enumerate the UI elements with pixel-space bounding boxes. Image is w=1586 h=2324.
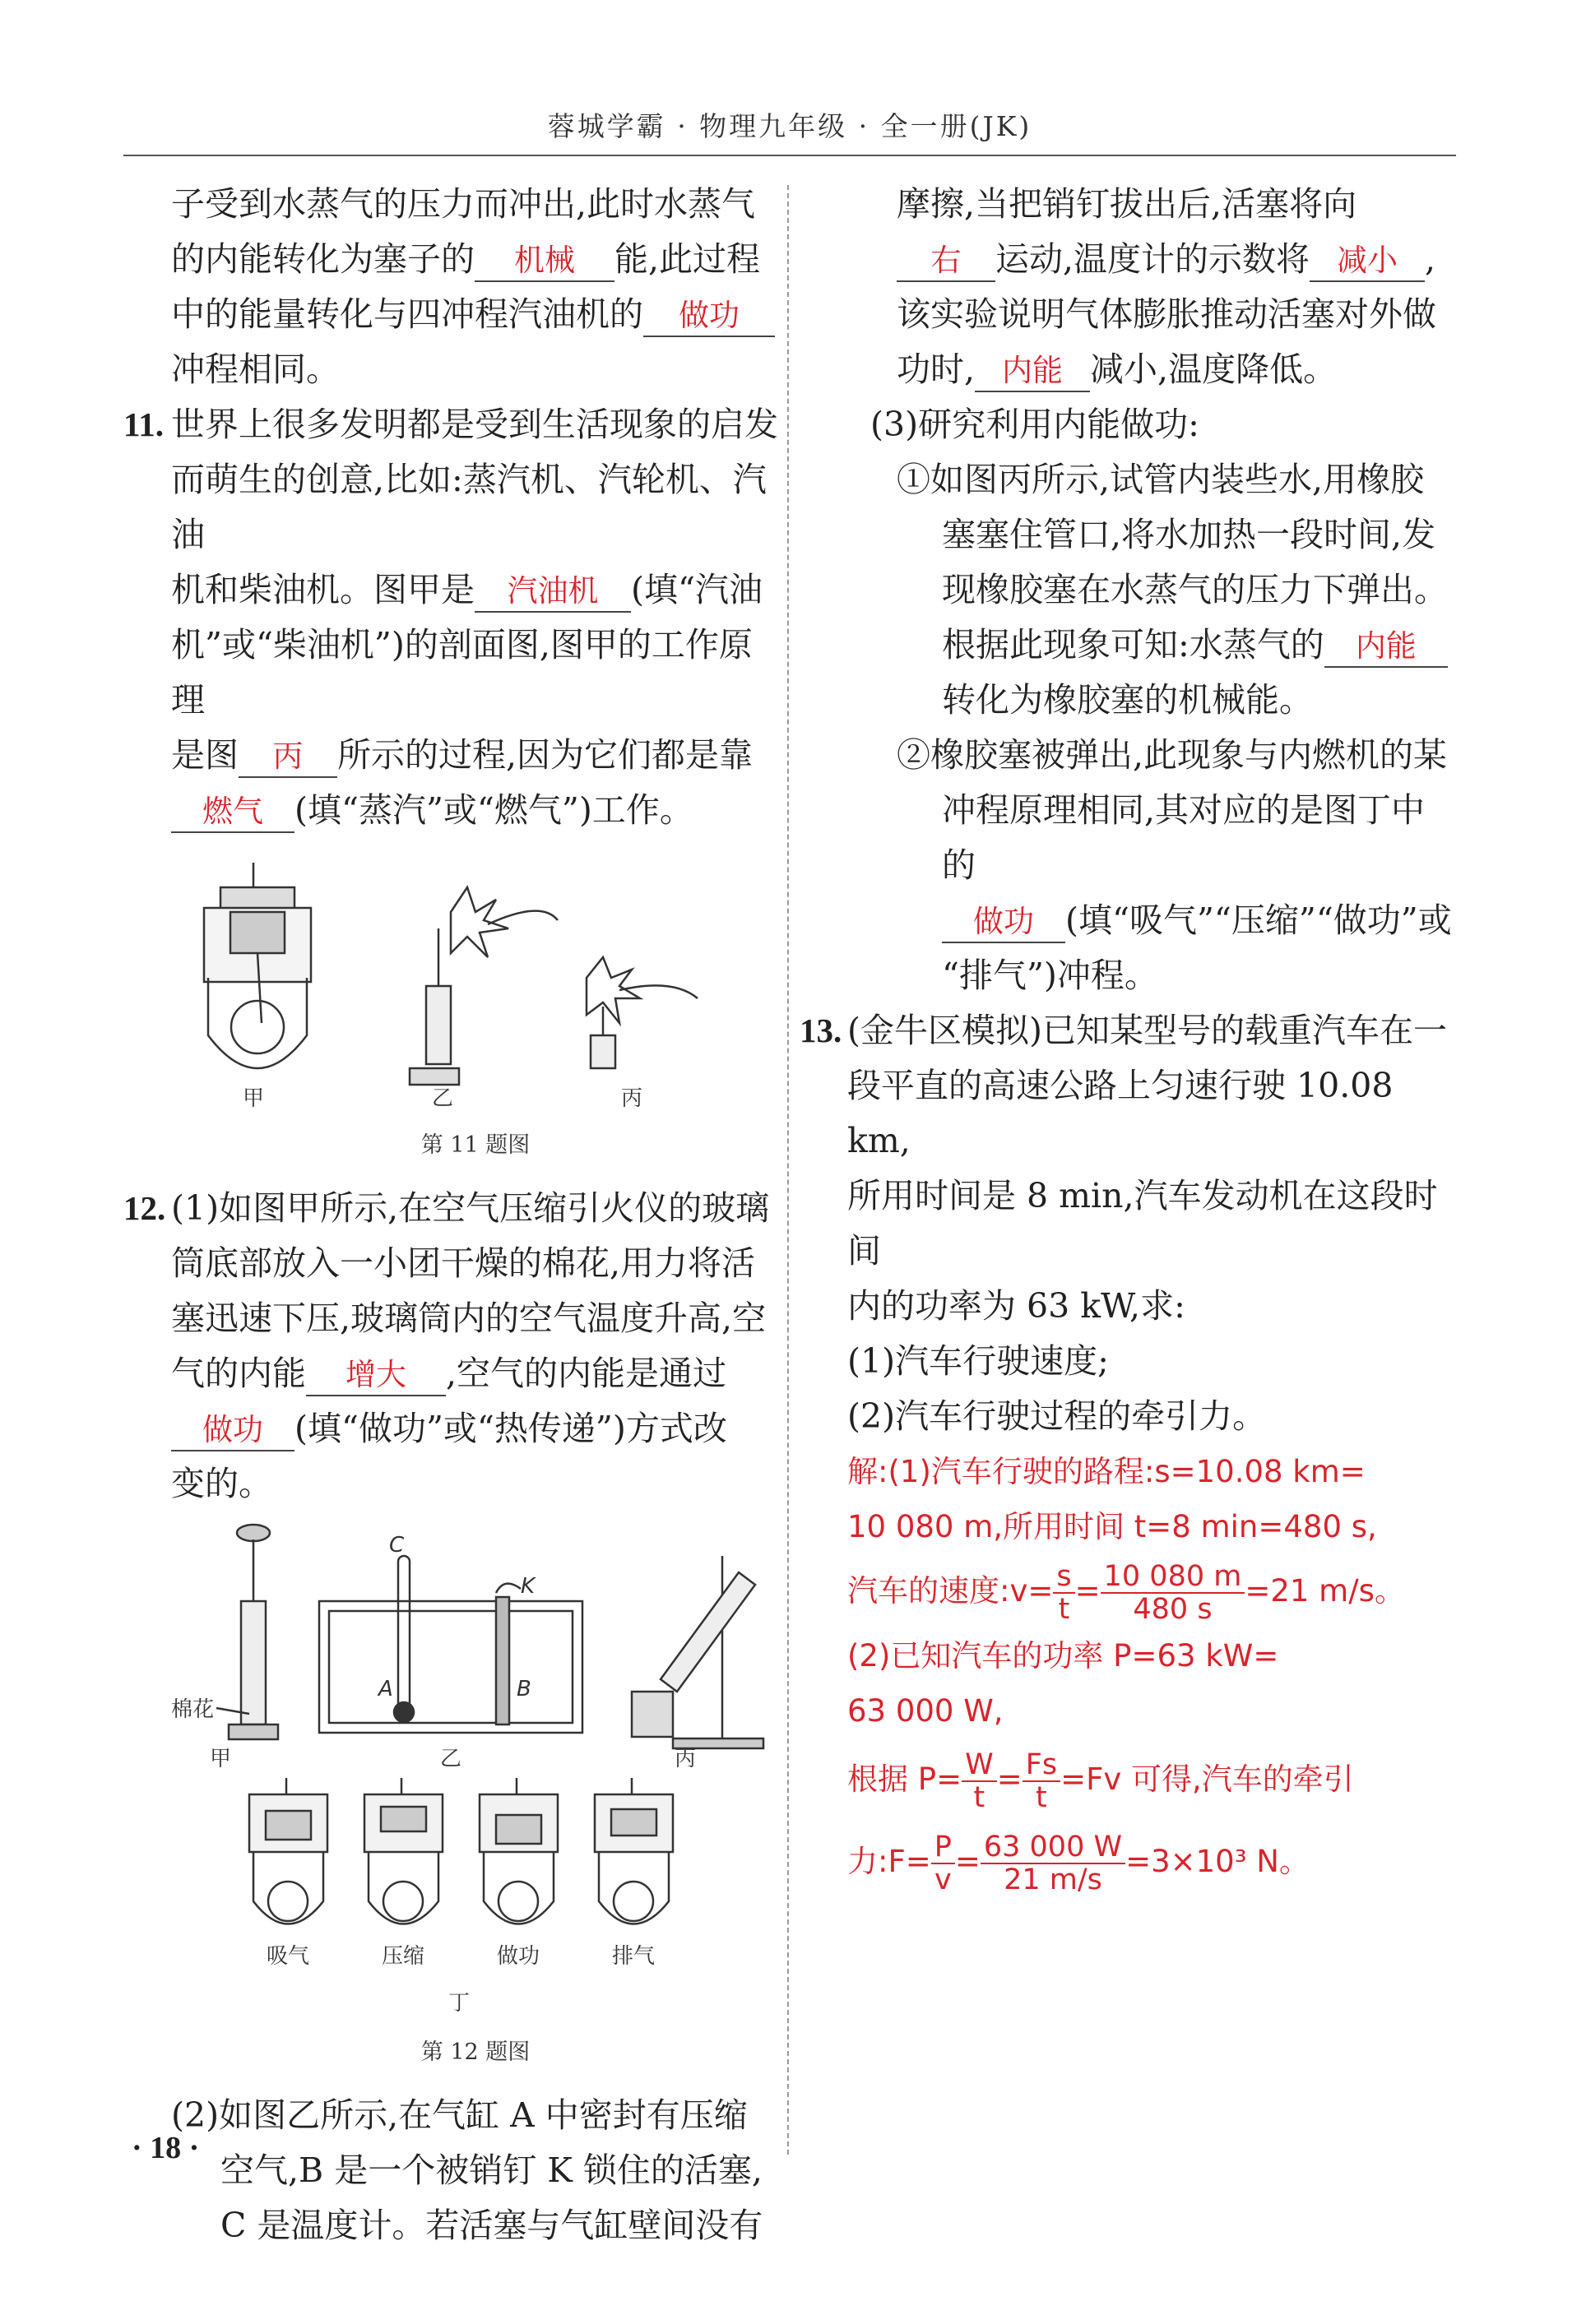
q11-text: 11. 世界上很多发明都是受到生活现象的启发	[171, 397, 780, 452]
letter-b: B	[517, 1677, 531, 1701]
answer-blank[interactable]: 减小	[1310, 241, 1425, 282]
fig-label-bing: 丙	[674, 1747, 697, 1770]
answer-blank[interactable]: 增大	[306, 1355, 446, 1396]
answer-blank[interactable]: 机械	[475, 241, 614, 282]
column-divider	[787, 185, 789, 2155]
fig-label-ding: 丁	[448, 1991, 471, 2016]
intake-stroke-icon	[249, 1778, 327, 1924]
answer-blank[interactable]: 丙	[239, 737, 337, 778]
answer-blank[interactable]: 做功	[171, 1410, 294, 1451]
q10-text: 子受到水蒸气的压力而冲出,此时水蒸气	[171, 184, 756, 224]
letter-c: C	[389, 1533, 405, 1558]
left-column: 子受到水蒸气的压力而冲出,此时水蒸气 的内能转化为塞子的 机械 能,此过程 中的能量转化与四冲程汽油机的 做功 冲程相同。 11. 世界上很多发明都是受到生活现象的启发 而萌生的创意,比如:蒸汽机、汽轮机、汽油 机和柴油机。图甲是 汽油机 (填“汽油 机”或“柴油机”)的剖面图,图甲的工作原理 是图 丙 所示的过程,因为它们都是靠 燃气 (填“蒸汽”或“燃气”)工作。 甲 乙 丙 第 11 题图 12. (1)如图甲所示,在空气压缩引火仪的玻璃 筒底部放入一小团干燥的棉花,用力将活 塞迅速下压,玻璃筒内的空气温度升高,空 气的内能 增大 ,空气的内能是通过 做功 (填“做功”或“热传递”)方式改 变的。 棉花 C K A B 甲 乙 丙 吸气 压缩 做功 排气 丁 第 12 题图 (2)如图乙所示,在气缸 A 中密封有压缩 空气,B 是一个被销钉 K 锁住的活塞, C 是温度计。若活塞与气缸壁间没有	[171, 177, 780, 2253]
pinwheel-steam-icon	[410, 887, 558, 1085]
letter-a: A	[378, 1677, 393, 1701]
figure-12-caption: 第 12 题图	[420, 2039, 531, 2065]
cotton-label: 棉花	[171, 1697, 215, 1722]
q13-text: 13. (金牛区模拟)已知某型号的载重汽车在一	[847, 1003, 1456, 1058]
answer-blank[interactable]: 右	[897, 241, 995, 282]
test-tube-burner-icon	[632, 1556, 763, 1748]
fig-label-yi: 乙	[439, 1747, 462, 1770]
page-number: · 18 ·	[132, 2131, 200, 2165]
figure-12-top	[171, 1523, 780, 1770]
fig-label-jia: 甲	[209, 1747, 232, 1770]
fig-label-jia: 甲	[242, 1086, 265, 1109]
exhaust-stroke-icon	[595, 1778, 673, 1924]
engine-cross-section-icon	[204, 863, 311, 1068]
fig-label-bing: 丙	[620, 1086, 643, 1109]
question-number: 13.	[800, 1012, 842, 1049]
fig-label-yi: 乙	[431, 1086, 454, 1109]
question-number: 12.	[123, 1189, 166, 1227]
letter-k: K	[521, 1574, 536, 1599]
answer-blank[interactable]: 做功	[942, 902, 1065, 943]
question-number: 11.	[123, 405, 164, 443]
answer-blank[interactable]: 做功	[643, 296, 775, 337]
right-column: 摩擦,当把销钉拔出后,活塞将向 右 运动,温度计的示数将 减小 , 该实验说明气体膨胀推动活塞对外做 功时, 内能 减小,温度降低。 (3)研究利用内能做功: ①如图丙所示,试管内装些水,用橡胶 塞塞住管口,将水加热一段时间,发 现橡胶塞在水蒸气的压力下弹出。 根据此现象可知:水蒸气的 内能 转化为橡胶塞的机械能。 ②橡胶塞被弹出,此现象与内燃机的某 冲程原理相同,其对应的是图丁中的 做功 (填“吸气”“压缩”“做功”或 “排气”)冲程。 13. (金牛区模拟)已知某型号的载重汽车在一 段平直的高速公路上匀速行驶 10.08 km, 所用时间是 8 min,汽车发动机在这段时间 内的功率为 63 kW,求: (1)汽车行驶速度; (2)汽车行驶过程的牵引力。 解:(1)汽车行驶的路程:s=10.08 km= 10 080 m,所用时间 t=8 min=480 s, 汽车的速度:v= $\frac{s}{t}$ = $\frac{10 080 m}{480 s}$ =21 m/s。 (2)已知汽车的功率 P=63 kW= 63 000 W, 根据 P= $\frac{W}{t}$ = $\frac{Fs}{t}$ =Fv 可得,汽车的牵引 力:F= $\frac{P}{v}$ = $\frac{63 000 W}{21 m/s}$ =3×10³ N。	[847, 177, 1456, 1903]
page-header: 蓉城学霸 · 物理九年级 · 全一册(JK)	[547, 110, 1032, 142]
figure-12-ding	[171, 1778, 780, 2016]
answer-blank[interactable]: 内能	[975, 351, 1090, 392]
pinwheel-hand-icon	[587, 957, 698, 1068]
q13-solution: 解:(1)汽车行驶的路程:s=10.08 km= 10 080 m,所用时间 t=8 min=480 s, 汽车的速度:v= $\frac{s}{t}$ = $\frac{10 080 m}{480 s}$ =21 m/s。 (2)已知汽车的功率 P=63 kW= 63 000 W, 根据 P= $\frac{W}{t}$ = $\frac{Fs}{t}$ =Fv 可得,汽车的牵引 力:F= $\frac{P}{v}$ = $\frac{63 000 W}{21 m/s}$ =3×10³ N。	[847, 1454, 1405, 1896]
cylinder-thermometer-icon	[319, 1556, 582, 1733]
power-stroke-icon	[480, 1778, 558, 1924]
stroke-label-power: 做功	[496, 1944, 540, 1969]
answer-blank[interactable]: 汽油机	[475, 572, 631, 613]
fire-syringe-icon	[216, 1525, 278, 1739]
figure-11	[171, 863, 780, 1109]
answer-blank[interactable]: 内能	[1324, 627, 1448, 668]
figure-11-caption: 第 11 题图	[420, 1132, 531, 1158]
header-rule	[123, 155, 1456, 156]
figure-11-drawing	[171, 863, 780, 1109]
answer-blank[interactable]: 燃气	[171, 792, 294, 833]
stroke-label-exhaust: 排气	[611, 1944, 656, 1969]
stroke-label-intake: 吸气	[266, 1944, 310, 1969]
q12-text: 12. (1)如图甲所示,在空气压缩引火仪的玻璃	[171, 1181, 780, 1236]
compression-stroke-icon	[364, 1778, 443, 1924]
stroke-label-compression: 压缩	[381, 1944, 425, 1969]
